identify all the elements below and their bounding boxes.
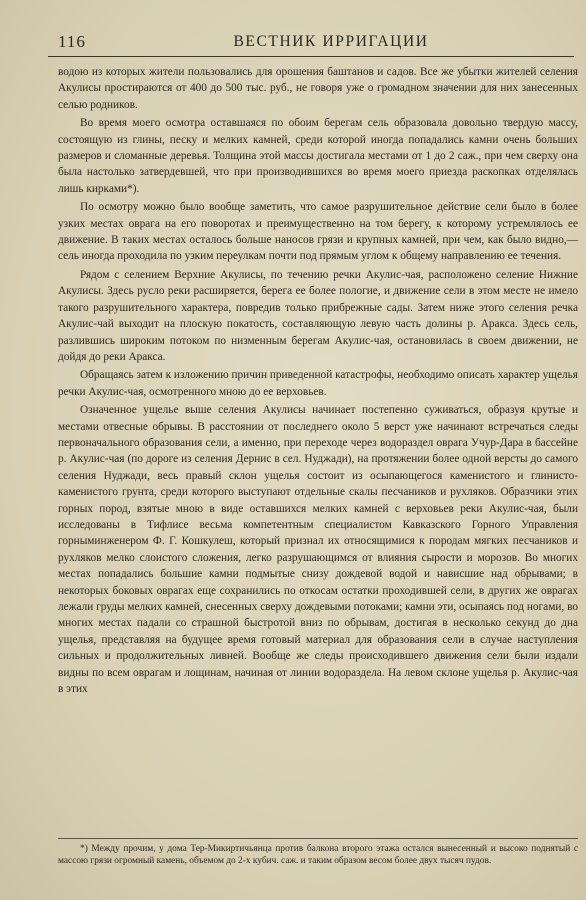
paragraph: Обращаясь затем к изложению причин приведенной катастрофы, необходимо описать характер ущелья речки Акулис-чая, осмотренного мною до ее верховьев.: [58, 369, 578, 398]
paragraph: водою из которых жители пользовались для орошения баштанов и садов. Все же убытки жителей селения Акулисы простираются от 400 до 500 тыс. руб., не говоря уже о громадном значении для них занесенных селью родников.: [58, 66, 578, 111]
body-text: [58, 64, 578, 699]
paragraph: Во время моего осмотра оставшаяся по обоим берегам сель образовала довольно твердую массу, состоящую из глины, песку и мелких камней, среди которой иногда попадались камни очень больших размеров и сломанные деревья. Толщина этой массы достигала местами от 1 до 2 саж., при чем сверху она была настолько затвердевшей, что при производившихся во время моего приезда раскопках отделялась лишь кирками*).: [58, 117, 578, 195]
footnote-divider: [58, 838, 578, 839]
footnote-text: *) Между прочим, у дома Тер-Микиртичьянца против балкона второго этажа остался вынесенный и высоко поднятый с массою грязи огромный камень, объемом до 2-х кубич. саж. и таким образом весом более двух тысяч пудов.: [58, 844, 578, 867]
paragraph: По осмотру можно было вообще заметить, что самое разрушительное действие сели было в более узких местах оврага на его поворотах и преимущественно на том берегу, к которому устремлялось ее движение. В таких местах осталось больше наносов грязи и крупных камней, при чем, как было видно,—сель иногда проходила по узким переулкам почти под прямым углом к общему направлению ее течения.: [58, 201, 578, 263]
page-header: [48, 26, 574, 57]
page-number: 116: [58, 32, 86, 51]
running-title: ВЕСТНИК ИРРИГАЦИИ: [233, 33, 429, 50]
paragraph: Означенное ущелье выше селения Акулисы начинает постепенно суживаться, образуя крутые и местами отвесные обрывы. В расстоянии от последнего около 5 верст уже начинают встречаться следы первоначального образования сели, а именно, при переходе через водораздел оврага Учур-Дара в бассейне р. Акулис-чая (по дороге из селения Дернис в сел. Нуджади), на протяжении более одной версты до самого селения Нуджади, весь правый склон ущелья состоит из осыпающегося каменистого и глинисто-каменистого грунта, среди которого выступают отдельные скалы песчаников и рухляков. Образчики этих горных пород, взятые мною в виде оставшихся мелких камней с верховьев реки Акулис-чая, были исследованы в Тифлисе весьма компетентным специалистом Кавказского Горного Управления горныминженером Ф. Г. Кошкулеш, который признал их относящимися к породам мягких песчаников и рухляков мелко слоистого сложения, легко разрушающимся от влияния сырости и морозов. Во многих местах попадались большие камни подмытые снизу дождевой водой и нависшие над обрывами; в некоторых боковых оврагах еще сохранились по откосам остатки проходившей сели, в других же оврагах лежали груды мелких камней, снесенных сверху дождевыми потоками; камни эти, осыпаясь под ногами, во многих местах падали со страшной быстротой вниз по обрывам, достигая в несколько секунд до дна ущелья, представляя на будущее время готовый материал для образования сели в случае наступления сильных и продолжительных ливней. Вообще же следы происходившего движения сели были издали видны по всем оврагам и лощинам, начиная от линии водораздела. На левом склоне ущелья р. Акулис-чая в этих: [58, 404, 578, 696]
paragraph: Рядом с селением Верхние Акулисы, по течению речки Акулис-чая, расположено селение Нижние Акулисы. Здесь русло реки расширяется, берега ее более пологие, и движение сели в этом месте не имело такого разрушительного характера, повредив только прибрежные сады. Затем ниже этого селения речка Акулис-чай выходит на плоскую покатость, составляющую левую часть долины р. Аракса. Здесь сель, разлившись широким потоком по низменным берегам Акулис-чая, остановилась в своем движении, не дойдя до реки Аракса.: [58, 268, 578, 363]
footnote: [58, 843, 578, 867]
